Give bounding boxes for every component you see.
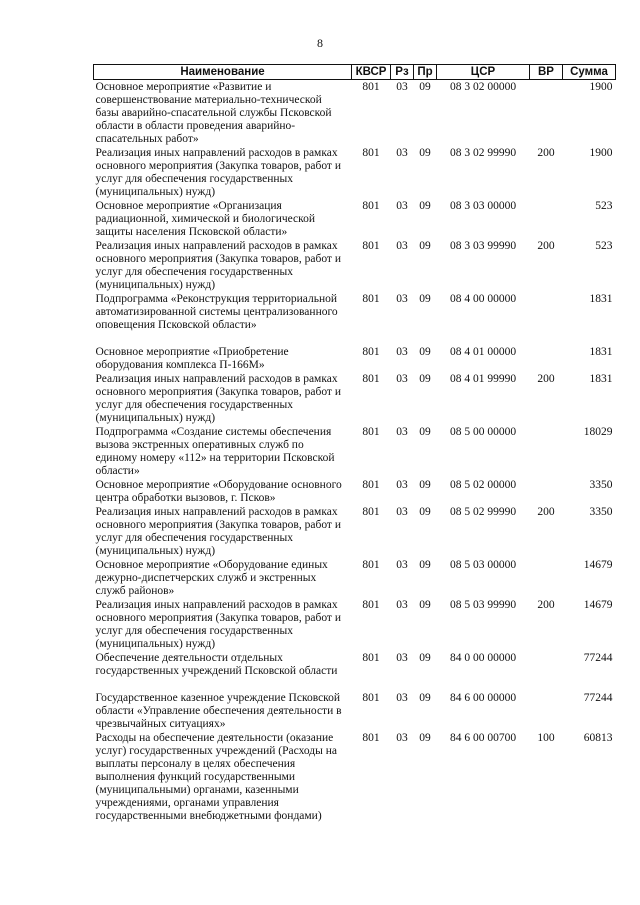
row-sum: 1900: [589, 147, 613, 159]
row-rz: 03: [396, 200, 408, 212]
table-row: [94, 146, 616, 199]
row-sum: 77244: [583, 692, 613, 704]
row-vr: 200: [537, 373, 555, 385]
row-sum: 1831: [589, 293, 613, 305]
row-csr: 08 3 02 00000: [449, 81, 517, 93]
table-row: [94, 558, 616, 598]
table-row: [94, 425, 616, 478]
row-sum: 523: [595, 240, 613, 252]
row-vr: [530, 292, 563, 345]
table-header-row: [94, 65, 616, 80]
row-pr: 09: [419, 147, 431, 159]
row-vr: [530, 199, 563, 239]
row-sum: 1831: [589, 373, 613, 385]
row-sum: 523: [595, 200, 613, 212]
row-name: Реализация иных направлений расходов в рамках основного мероприятия (Закупка товаров, работ и услуг для обеспечения государственных (муниципальных) нужд): [95, 599, 341, 650]
row-name: Государственное казенное учреждение Псковской области «Управление обеспечения деятельности в чрезвычайных ситуациях»: [95, 692, 342, 730]
row-kvsr: 801: [362, 559, 380, 571]
row-kvsr: 801: [362, 506, 380, 518]
row-csr: 84 6 00 00700: [449, 732, 517, 744]
row-rz: 03: [396, 346, 408, 358]
header-pr: Пр: [414, 65, 437, 80]
row-csr: 08 5 02 99990: [449, 506, 517, 518]
row-name: Основное мероприятие «Оборудование основного центра обработки вызовов, г. Псков»: [95, 479, 342, 504]
row-kvsr: 801: [362, 346, 380, 358]
row-sum: 18029: [583, 426, 613, 438]
header-kvsr: КВСР: [352, 65, 391, 80]
page-number: 8: [317, 36, 323, 50]
row-name: Обеспечение деятельности отдельных государственных учреждений Псковской области: [95, 652, 338, 677]
row-sum: 3350: [589, 479, 613, 491]
row-csr: 08 5 03 00000: [449, 559, 517, 571]
row-pr: 09: [419, 293, 431, 305]
row-sum: 60813: [583, 732, 613, 744]
row-pr: 09: [419, 346, 431, 358]
row-rz: 03: [396, 692, 408, 704]
row-csr: 08 4 01 99990: [449, 373, 517, 385]
row-name: Реализация иных направлений расходов в рамках основного мероприятия (Закупка товаров, работ и услуг для обеспечения государственных (муниципальных) нужд): [95, 506, 341, 557]
row-name: Реализация иных направлений расходов в рамках основного мероприятия (Закупка товаров, работ и услуг для обеспечения государственных (муниципальных) нужд): [95, 147, 341, 198]
row-rz: 03: [396, 479, 408, 491]
row-pr: 09: [419, 240, 431, 252]
row-name: Подпрограмма «Создание системы обеспечения вызова экстренных оперативных служб по единому номеру «112» на территории Псковской области»: [95, 426, 335, 477]
row-sum: 14679: [583, 559, 613, 571]
row-vr: 200: [537, 147, 555, 159]
row-rz: 03: [396, 506, 408, 518]
row-name: Расходы на обеспечение деятельности (оказание услуг) государственных учреждений (Расходы на выплаты персоналу в целях обеспечения выполнения функций государственными (муниципальными) органами, казенными учреждениями, органами управления государственными внебюджетными фондами): [95, 732, 338, 822]
row-pr: 09: [419, 652, 431, 664]
row-csr: 08 4 00 00000: [449, 293, 517, 305]
row-name: Основное мероприятие «Приобретение оборудования комплекса П-166М»: [95, 346, 289, 371]
row-vr: [530, 478, 563, 505]
row-name: Подпрограмма «Реконструкция территориальной автоматизированной системы централизованного оповещения Псковской области»: [95, 293, 338, 331]
row-rz: 03: [396, 147, 408, 159]
row-pr: 09: [419, 559, 431, 571]
row-kvsr: 801: [362, 692, 380, 704]
row-vr: 200: [537, 240, 555, 252]
table-row: [94, 239, 616, 292]
row-kvsr: 801: [362, 81, 380, 93]
row-vr: [530, 691, 563, 731]
row-rz: 03: [396, 81, 408, 93]
table-row: [94, 199, 616, 239]
table-row: [94, 80, 616, 147]
table-row: [94, 345, 616, 372]
row-pr: 09: [419, 426, 431, 438]
row-sum: 14679: [583, 599, 613, 611]
row-sum: 1900: [589, 81, 613, 93]
row-kvsr: 801: [362, 599, 380, 611]
budget-table: [93, 64, 616, 823]
header-sum: Сумма: [563, 65, 616, 80]
row-kvsr: 801: [362, 147, 380, 159]
header-rz: Рз: [391, 65, 414, 80]
header-csr: ЦСР: [437, 65, 530, 80]
row-vr: [530, 345, 563, 372]
row-rz: 03: [396, 240, 408, 252]
row-kvsr: 801: [362, 293, 380, 305]
row-kvsr: 801: [362, 426, 380, 438]
row-vr: [530, 651, 563, 691]
table-row: [94, 651, 616, 691]
row-pr: 09: [419, 200, 431, 212]
table-row: [94, 478, 616, 505]
table-row: [94, 292, 616, 345]
row-csr: 08 4 01 00000: [449, 346, 517, 358]
row-name: Реализация иных направлений расходов в рамках основного мероприятия (Закупка товаров, работ и услуг для обеспечения государственных (муниципальных) нужд): [95, 240, 341, 291]
table-row: [94, 372, 616, 425]
row-name: Основное мероприятие «Развитие и совершенствование материально-технической базы аварийно-спасательной службы Псковской области в области проведения аварийно-спасательных работ»: [95, 81, 332, 145]
row-csr: 08 5 00 00000: [449, 426, 517, 438]
row-sum: 77244: [583, 652, 613, 664]
row-pr: 09: [419, 506, 431, 518]
row-vr: 100: [537, 732, 555, 744]
row-rz: 03: [396, 599, 408, 611]
table-row: [94, 731, 616, 823]
row-pr: 09: [419, 479, 431, 491]
row-kvsr: 801: [362, 652, 380, 664]
row-name: Основное мероприятие «Оборудование единых дежурно-диспетчерских служб и экстренных служб районов»: [95, 559, 328, 597]
row-rz: 03: [396, 732, 408, 744]
row-sum: 1831: [589, 346, 613, 358]
row-rz: 03: [396, 293, 408, 305]
row-csr: 08 5 03 99990: [449, 599, 517, 611]
row-pr: 09: [419, 373, 431, 385]
row-vr: 200: [537, 506, 555, 518]
row-vr: [530, 80, 563, 147]
row-vr: [530, 425, 563, 478]
row-csr: 08 3 02 99990: [449, 147, 517, 159]
row-csr: 08 5 02 00000: [449, 479, 517, 491]
row-csr: 08 3 03 00000: [449, 200, 517, 212]
header-vr: ВР: [530, 65, 563, 80]
row-rz: 03: [396, 559, 408, 571]
row-name: Реализация иных направлений расходов в рамках основного мероприятия (Закупка товаров, работ и услуг для обеспечения государственных (муниципальных) нужд): [95, 373, 341, 424]
row-kvsr: 801: [362, 373, 380, 385]
row-rz: 03: [396, 426, 408, 438]
row-kvsr: 801: [362, 240, 380, 252]
row-csr: 08 3 03 99990: [449, 240, 517, 252]
row-kvsr: 801: [362, 479, 380, 491]
row-vr: [530, 558, 563, 598]
row-rz: 03: [396, 373, 408, 385]
row-pr: 09: [419, 599, 431, 611]
header-name: Наименование: [94, 65, 352, 80]
row-kvsr: 801: [362, 200, 380, 212]
row-sum: 3350: [589, 506, 613, 518]
row-name: Основное мероприятие «Организация радиационной, химической и биологической защиты населения Псковской области»: [95, 200, 316, 238]
table-row: [94, 691, 616, 731]
row-pr: 09: [419, 81, 431, 93]
table-row: [94, 598, 616, 651]
row-rz: 03: [396, 652, 408, 664]
table-row: [94, 505, 616, 558]
row-kvsr: 801: [362, 732, 380, 744]
row-vr: 200: [537, 599, 555, 611]
row-pr: 09: [419, 692, 431, 704]
row-pr: 09: [419, 732, 431, 744]
row-csr: 84 0 00 00000: [449, 652, 517, 664]
row-csr: 84 6 00 00000: [449, 692, 517, 704]
